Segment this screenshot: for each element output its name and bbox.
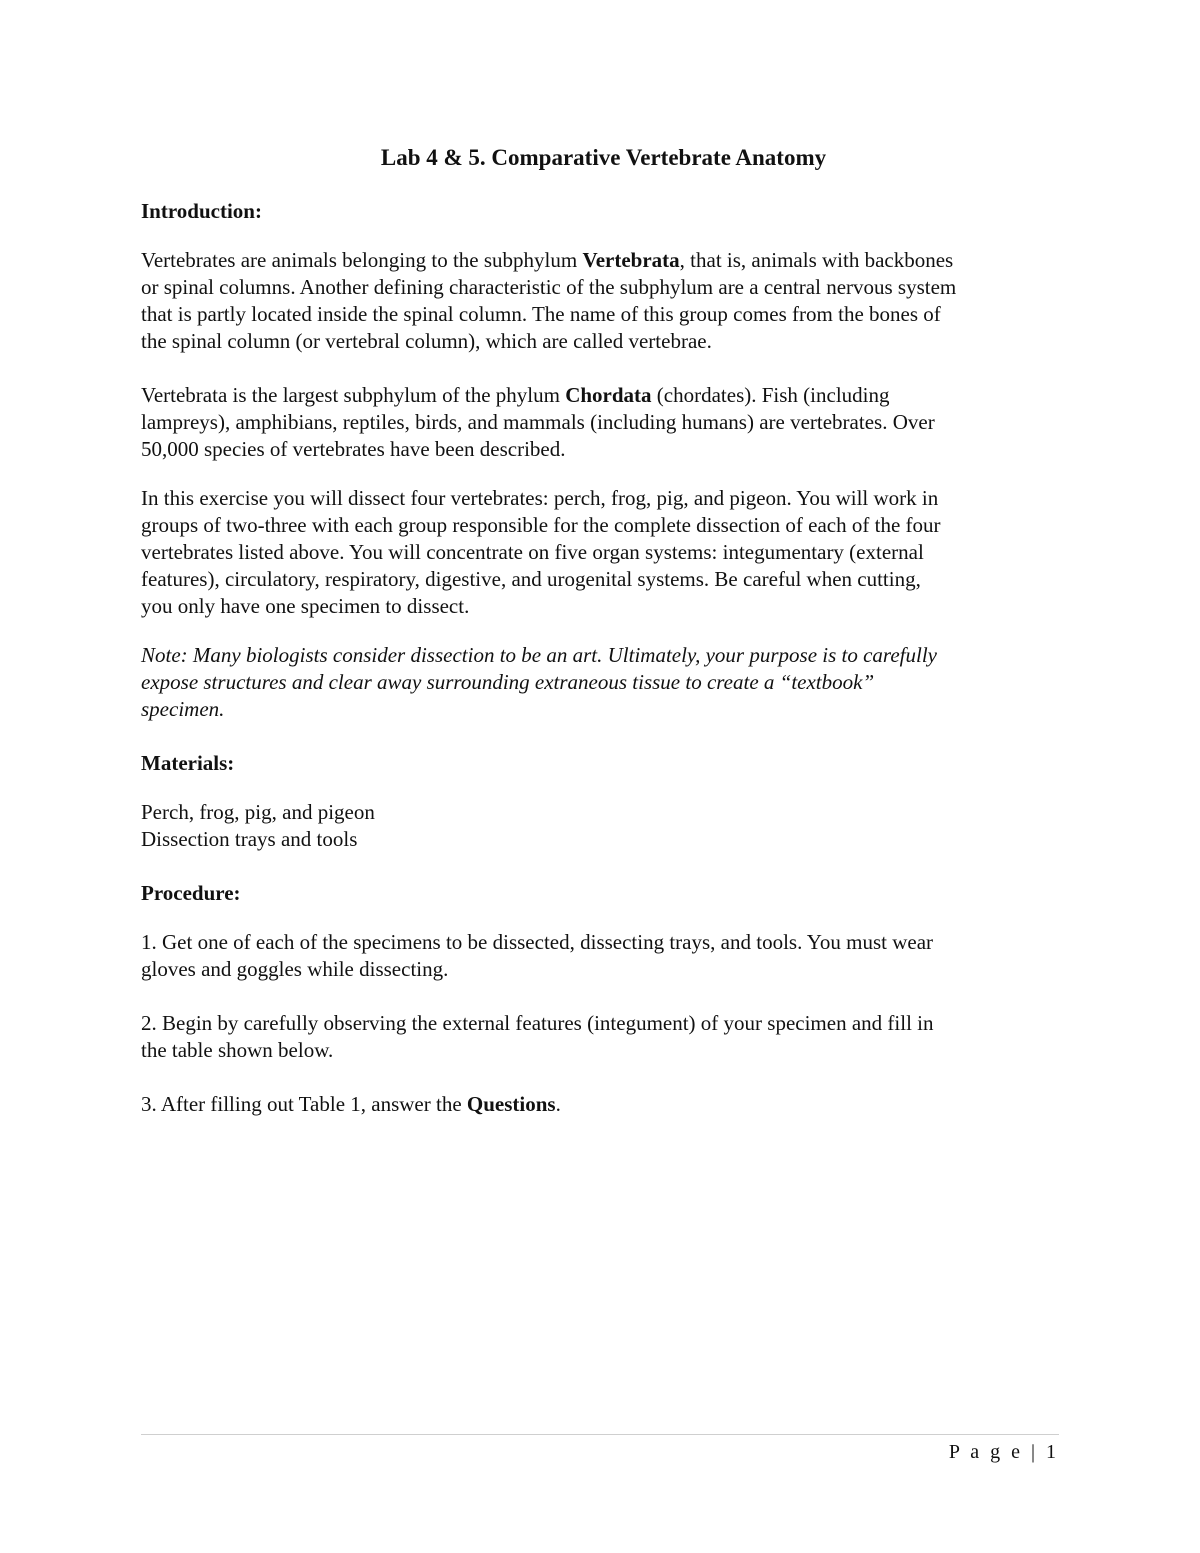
text-line: vertebrates listed above. You will concentrate on five organ systems: integumentary (external <box>141 540 924 564</box>
text-line: groups of two-three with each group responsible for the complete dissection of each of the four <box>141 513 941 537</box>
intro-paragraph-2 <box>141 382 1066 463</box>
dissection-note <box>141 642 1066 723</box>
footer-divider <box>141 1434 1059 1435</box>
procedure-step-1 <box>141 929 1066 983</box>
text-line: 1. Get one of each of the specimens to be dissected, dissecting trays, and tools. You must wear <box>141 930 934 954</box>
intro-paragraph-1 <box>141 247 1066 355</box>
procedure-step-2 <box>141 1010 1066 1064</box>
text-line: expose structures and clear away surrounding extraneous tissue to create a “textbook” <box>141 670 875 694</box>
text-line: or spinal columns. Another defining characteristic of the subphylum are a central nervous system <box>141 275 957 299</box>
procedure-step-3 <box>141 1091 1066 1118</box>
chordata-term: Chordata <box>565 383 652 407</box>
procedure-heading: Procedure: <box>141 881 241 905</box>
materials-item: Dissection trays and tools <box>141 827 358 851</box>
vertebrata-term: Vertebrata <box>582 248 680 272</box>
text-line: Vertebrata is the largest subphylum of the phylum Chordata (chordates). Fish (including <box>141 383 890 407</box>
text-line: 3. After filling out Table 1, answer the Questions. <box>141 1092 561 1116</box>
text-line: the table shown below. <box>141 1038 334 1062</box>
document-body <box>141 142 1066 1145</box>
text-line: you only have one specimen to dissect. <box>141 594 470 618</box>
text-line: gloves and goggles while dissecting. <box>141 957 449 981</box>
questions-term: Questions <box>466 1092 556 1116</box>
text-line: lampreys), amphibians, reptiles, birds, and mammals (including humans) are vertebrates. Over <box>141 410 935 434</box>
text-line: In this exercise you will dissect four vertebrates: perch, frog, pig, and pigeon. You will work in <box>141 486 939 510</box>
introduction-heading: Introduction: <box>141 199 262 223</box>
materials-list <box>141 799 1066 853</box>
text-line: Vertebrates are animals belonging to the subphylum Vertebrata, that is, animals with backbones <box>141 248 954 272</box>
text-line: Note: Many biologists consider dissection to be an art. Ultimately, your purpose is to carefully <box>141 643 937 667</box>
text-line: features), circulatory, respiratory, digestive, and urogenital systems. Be careful when cutting, <box>141 567 921 591</box>
text-line: the spinal column (or vertebral column), which are called vertebrae. <box>141 329 712 353</box>
text-line: that is partly located inside the spinal column. The name of this group comes from the bones of <box>141 302 941 326</box>
text-line: specimen. <box>141 697 225 721</box>
text-line: 50,000 species of vertebrates have been described. <box>141 437 566 461</box>
document-title: Lab 4 & 5. Comparative Vertebrate Anatomy <box>380 145 827 170</box>
page-number: P a g e | 1 <box>948 1441 1059 1463</box>
materials-heading: Materials: <box>141 751 235 775</box>
materials-item: Perch, frog, pig, and pigeon <box>141 800 375 824</box>
text-line: 2. Begin by carefully observing the external features (integument) of your specimen and fill in <box>141 1011 934 1035</box>
intro-paragraph-3 <box>141 485 1066 620</box>
